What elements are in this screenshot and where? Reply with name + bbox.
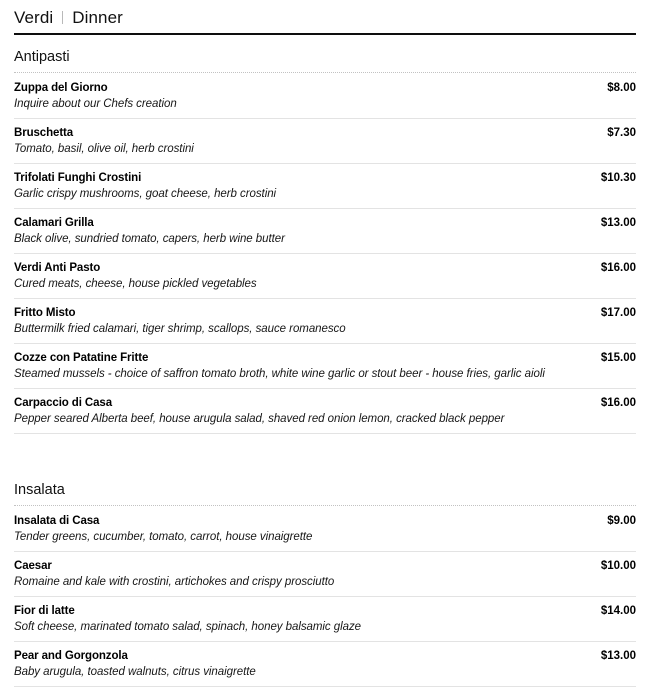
menu-item-price: $14.00 [600,605,636,617]
menu-item-price: $16.00 [600,397,636,409]
menu-header [0,0,650,33]
menu-item[interactable] [14,209,636,254]
menu-item-name: Pear and Gorgonzola [14,650,128,662]
menu-item-price: $10.00 [600,560,636,572]
menu-item-name: Calamari Grilla [14,217,94,229]
menu-item-name: Carpaccio di Casa [14,397,113,409]
meal-name: Dinner [72,8,123,27]
menu-item-name: Bruschetta [14,127,74,139]
menu-item-header [14,396,636,410]
menu-item-header [14,514,636,528]
menu-item-description: Romaine and kale with crostini, artichokes and crispy prosciutto [14,576,335,588]
menu-item-name: Fritto Misto [14,307,76,319]
menu-item-header [14,306,636,320]
menu-sections [0,35,650,687]
menu-item-header [14,216,636,230]
title-divider [62,11,63,24]
menu-item-header [14,126,636,140]
menu-item-price: $10.30 [600,172,636,184]
menu-item-description: Buttermilk fried calamari, tiger shrimp, scallops, sauce romanesco [14,323,346,335]
menu-item-header [14,604,636,618]
menu-item-name: Insalata di Casa [14,515,100,527]
menu-item[interactable] [14,344,636,389]
section-title: Antipasti [14,49,70,65]
menu-item-description: Black olive, sundried tomato, capers, herb wine butter [14,233,285,245]
menu-item-price: $17.00 [600,307,636,319]
menu-item-description: Cured meats, cheese, house pickled vegetables [14,278,257,290]
menu-item-description: Tender greens, cucumber, tomato, carrot, house vinaigrette [14,531,313,543]
menu-item-name: Trifolati Funghi Crostini [14,172,142,184]
menu-section [0,468,650,687]
menu-item-price: $13.00 [600,650,636,662]
menu-item[interactable] [14,389,636,434]
menu-item[interactable] [14,119,636,164]
menu-item-description: Pepper seared Alberta beef, house arugula salad, shaved red onion lemon, cracked black pepper [14,413,505,425]
menu-item-price: $7.30 [607,127,636,139]
menu-item[interactable] [14,254,636,299]
menu-item[interactable] [14,642,636,687]
menu-item-header [14,649,636,663]
menu-item-description: Steamed mussels - choice of saffron tomato broth, white wine garlic or stout beer - house fries, garlic aioli [14,368,545,380]
menu-item-header [14,559,636,573]
menu-item-price: $13.00 [600,217,636,229]
section-title: Insalata [14,482,65,498]
menu-item-header [14,261,636,275]
section-rule [14,72,636,73]
menu-item-description: Baby arugula, toasted walnuts, citrus vinaigrette [14,666,256,678]
section-rule [14,505,636,506]
menu-title [14,7,636,33]
restaurant-name: Verdi [14,8,54,27]
menu-item-description: Tomato, basil, olive oil, herb crostini [14,143,194,155]
menu-item-description: Inquire about our Chefs creation [14,98,177,110]
menu-item-header [14,81,636,95]
menu-item[interactable] [14,299,636,344]
menu-item[interactable] [14,507,636,552]
menu-item-price: $8.00 [607,82,636,94]
menu-item[interactable] [14,164,636,209]
menu-item[interactable] [14,74,636,119]
menu-item-name: Zuppa del Giorno [14,82,108,94]
menu-item-description: Soft cheese, marinated tomato salad, spinach, honey balsamic glaze [14,621,362,633]
menu-item-price: $16.00 [600,262,636,274]
menu-item-name: Caesar [14,560,52,572]
menu-section [0,35,650,434]
menu-item-name: Cozze con Patatine Fritte [14,352,149,364]
menu-item-price: $15.00 [600,352,636,364]
menu-item-name: Verdi Anti Pasto [14,262,101,274]
menu-item-header [14,171,636,185]
menu-item-header [14,351,636,365]
menu-item-name: Fior di latte [14,605,75,617]
menu-item-price: $9.00 [607,515,636,527]
menu-item-description: Garlic crispy mushrooms, goat cheese, herb crostini [14,188,277,200]
menu-item[interactable] [14,552,636,597]
menu-item[interactable] [14,597,636,642]
